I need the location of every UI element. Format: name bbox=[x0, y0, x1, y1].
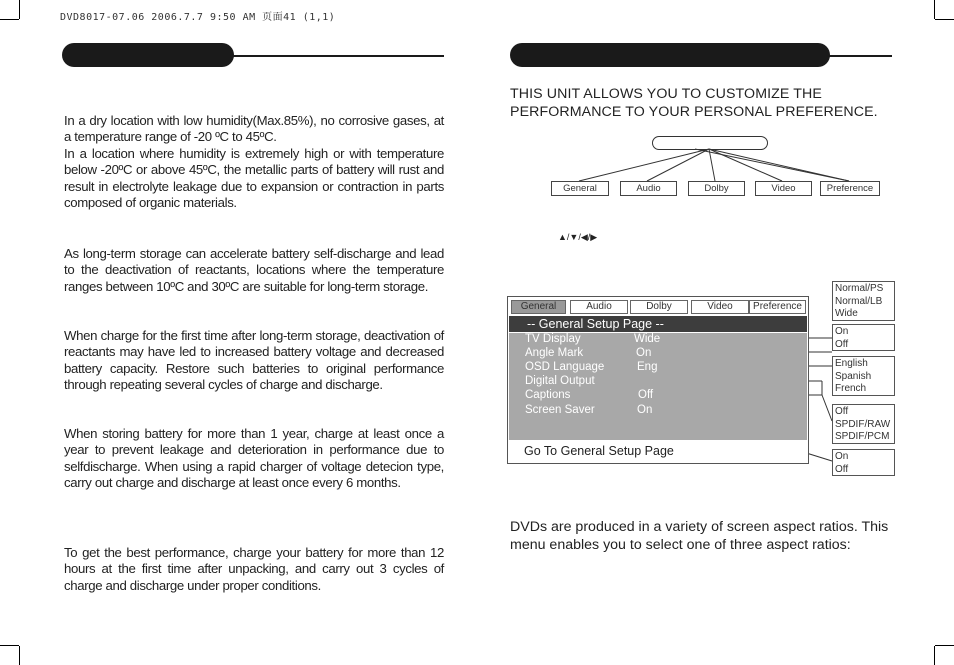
aspect-ratio-description: DVDs are produced in a variety of screen aspect ratios. This menu enables you to select one of three aspect ratios: bbox=[510, 519, 889, 553]
menu-item-osd-language[interactable]: OSD Language bbox=[525, 361, 605, 373]
menu-tab-general[interactable]: General bbox=[511, 300, 566, 314]
option-normal-ps[interactable]: Normal/PS bbox=[835, 283, 884, 294]
tree-node-video: Video bbox=[755, 181, 812, 196]
setup-root-node bbox=[652, 136, 768, 150]
option-on[interactable]: On bbox=[835, 451, 849, 462]
menu-item-angle-mark[interactable]: Angle Mark bbox=[525, 347, 584, 359]
option-spdif-pcm[interactable]: SPDIF/PCM bbox=[835, 431, 890, 442]
menu-tab-audio[interactable]: Audio bbox=[570, 300, 628, 314]
arrow-keys-icon: ▲/▼/◀/▶ bbox=[558, 232, 598, 242]
storage-paragraph-first-charge: When charge for the first time after long-term storage, deactivation of reactants may have led to increased battery voltage and decreased battery capacity. Restore such batteries to original performance through repeating several cycles of charge and discharge. bbox=[64, 328, 444, 393]
storage-paragraph-dry: In a dry location with low humidity(Max.85%), no corrosive gases, at a temperature range of -20 ºC to 45ºC. bbox=[64, 113, 444, 145]
option-french[interactable]: French bbox=[835, 383, 867, 394]
option-normal-lb[interactable]: Normal/LB bbox=[835, 295, 883, 307]
options-digital-output bbox=[832, 404, 895, 444]
option-off[interactable]: Off bbox=[835, 406, 849, 417]
menu-tab-video[interactable]: Video bbox=[691, 300, 749, 314]
storage-paragraph-long-term: As long-term storage can accelerate battery self-discharge and lead to the deactivation of reactants, locations where the temperature ranges between 10ºC and 30ºC are suitable for long-term storage. bbox=[64, 246, 444, 294]
options-angle-mark bbox=[832, 324, 895, 351]
menu-title bbox=[509, 316, 807, 332]
tree-node-preference: Preference bbox=[820, 181, 880, 196]
options-osd-language bbox=[832, 356, 895, 396]
option-spanish[interactable]: Spanish bbox=[835, 370, 872, 382]
tree-node-general: General bbox=[551, 181, 609, 196]
menu-value-tv-display: Wide bbox=[634, 333, 661, 345]
menu-tab-preference[interactable]: Preference bbox=[749, 300, 806, 314]
menu-item-screen-saver[interactable]: Screen Saver bbox=[525, 404, 595, 416]
options-screen-saver bbox=[832, 449, 895, 476]
general-setup-menu bbox=[507, 296, 809, 464]
menu-value-osd-language: Eng bbox=[637, 361, 658, 373]
menu-tab-dolby[interactable]: Dolby bbox=[630, 300, 688, 314]
menu-item-tv-display[interactable]: TV Display bbox=[525, 333, 581, 345]
menu-items-panel bbox=[509, 333, 807, 440]
option-english[interactable]: English bbox=[835, 358, 868, 369]
print-header: DVD8017-07.06 2006.7.7 9:50 AM 页面41 (1,1) bbox=[60, 12, 336, 23]
menu-item-digital-output[interactable]: Digital Output bbox=[525, 375, 595, 387]
tree-node-audio: Audio bbox=[620, 181, 677, 196]
options-tv-display bbox=[832, 281, 895, 321]
menu-title-text: -- General Setup Page -- bbox=[527, 317, 664, 331]
menu-item-captions[interactable]: Captions bbox=[525, 389, 571, 401]
setup-intro-text: THIS UNIT ALLOWS YOU TO CUSTOMIZE THE PERFORMANCE TO YOUR PERSONAL PREFERENCE. bbox=[510, 86, 878, 120]
storage-paragraph-best-performance: To get the best performance, charge your battery for more than 12 hours at the first time after unpacking, and carry out 3 cycles of charge and discharge under proper conditions. bbox=[64, 545, 444, 593]
storage-paragraph-yearly: When storing battery for more than 1 year, charge at least once a year to prevent leakage and deterioration in performance due to selfdischarge. When using a rapid charger of voltage detecion type, carry out charge and discharge at least once every 6 months. bbox=[64, 426, 444, 491]
option-off[interactable]: Off bbox=[835, 338, 849, 350]
option-spdif-raw[interactable]: SPDIF/RAW bbox=[835, 418, 891, 430]
menu-value-screen-saver: On bbox=[637, 404, 653, 416]
tree-node-dolby: Dolby bbox=[688, 181, 745, 196]
storage-paragraph-humidity: In a location where humidity is extremely high or with temperature below -20ºC or above 45ºC, the metallic parts of battery will rust and result in electrolyte leakage due to expansion or contraction in parts composed of organic materials. bbox=[64, 146, 444, 211]
menu-value-captions: Off bbox=[638, 389, 654, 401]
menu-footer-text: Go To General Setup Page bbox=[524, 444, 674, 458]
option-on[interactable]: On bbox=[835, 326, 849, 337]
menu-value-angle-mark: On bbox=[636, 347, 652, 359]
option-wide[interactable]: Wide bbox=[835, 308, 858, 319]
option-off[interactable]: Off bbox=[835, 463, 849, 475]
